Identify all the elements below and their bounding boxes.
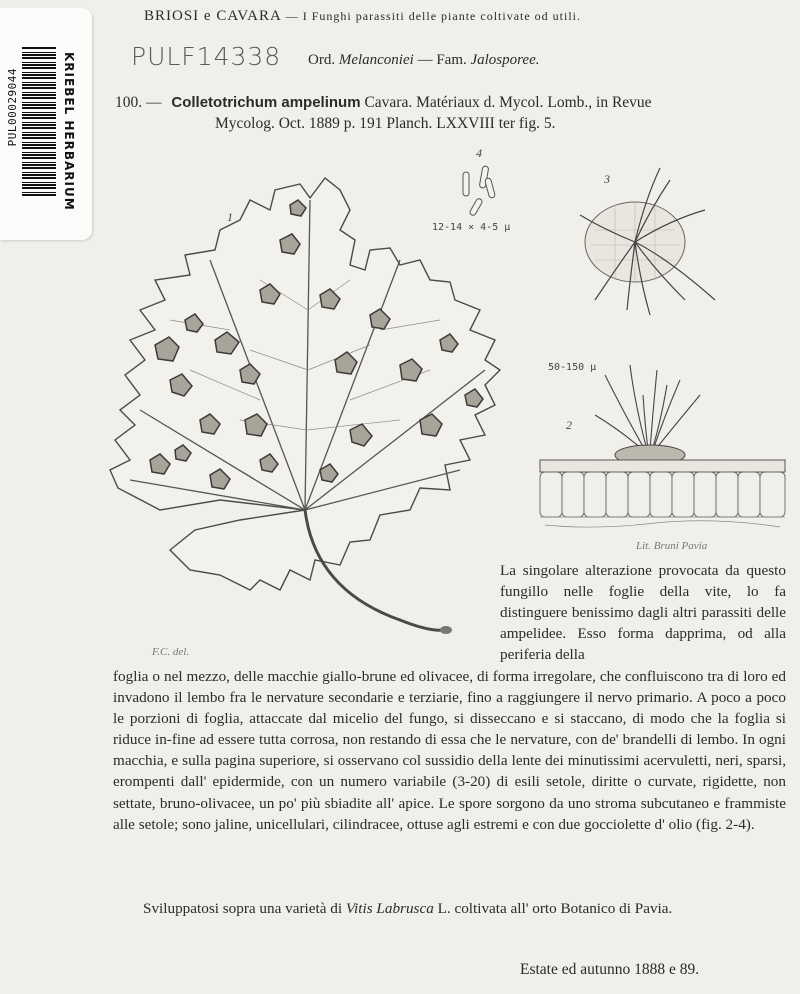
authors: BRIOSI e CAVARA: [144, 8, 281, 24]
citation-line-1: Cavara. Matériaux d. Mycol. Lomb., in Revue: [364, 94, 652, 111]
herbarium-label: [0, 8, 92, 240]
series-title: — I Funghi parassiti delle piante coltivate od utili.: [285, 9, 582, 23]
leaf-illustration: [100, 170, 510, 650]
artist-credit: F.C. del.: [152, 646, 190, 658]
family-name: Jalosporee.: [470, 52, 540, 68]
barcode-number: PUL00029044: [6, 68, 19, 147]
lithographer-credit: Lit. Bruni Pavia: [636, 540, 708, 552]
description-para-2: Sviluppatosi sopra una varietà di Vitis Labrusca L. coltivata all' orto Botanico di Pavia.: [143, 900, 673, 917]
spores-illustration: [455, 160, 525, 220]
figure-3-label: 3: [604, 172, 610, 186]
herbarium-name: KRIEBEL HERBARIUM: [62, 52, 76, 211]
figure-2-label: 2: [566, 418, 572, 432]
handwritten-accession: PULF14338: [131, 42, 282, 71]
species-entry: [115, 92, 795, 134]
species-name: Colletotrichum ampelinum: [171, 94, 361, 111]
collection-date: Estate ed autunno 1888 e 89.: [520, 961, 700, 978]
description-para-1-rest: foglia o nel mezzo, delle macchie giallo-brune ed olivacee, di forma irregolare, che confluiscono tra di loro ed invadono il lembo fra le nervature secondarie e terziarie, fino a raggiungere il nervo primario. A poco a poco le porzioni di foglia, attaccate dal micelio del fungo, si disseccano e si staccano, di modo che la foglia si riduce in-fine ad essere tutta corrosa, non restando di essa che le nervature, con de' brandelli di lembo. In ogni macchia, e sulla pagina superiore, si osservano col sussidio della lente dei minutissimi acervuletti, neri, sparsi, erompenti dall' epidermide, con un numero variabile (3-20) di esili setole, diritte o curvate, rigidette, non settate, bruno-olivacee, un po' più sbiadite all' apice. Le spore sorgono da uno stroma subcutaneo e frammiste alle setole; sono jaline, unicellulari, cilindracee, ottuse agli estremi e con due gocciolette d' olio (fig. 2-4).: [113, 668, 786, 833]
figure-4-label: 4: [476, 146, 482, 160]
cross-section-illustration: [535, 355, 790, 550]
acervulus-illustration: [575, 160, 725, 320]
entry-number: 100. —: [115, 94, 162, 111]
host-name: Vitis Labrusca: [345, 900, 434, 917]
classification: Ord. Melanconiei — Fam. Jalosporee.: [308, 52, 540, 68]
barcode: [22, 46, 56, 196]
description-para-1-start: La singolare alterazione provocata da questo fungillo nelle foglie della vite, lo fa distinguere benissimo dagli altri parassiti delle ampelidee. Esso forma dapprima, od alla periferia della: [500, 562, 786, 664]
order-name: Melanconiei: [338, 52, 414, 68]
citation-line-2: Mycolog. Oct. 1889 p. 191 Planch. LXXVIII ter fig. 5.: [215, 115, 556, 132]
page-header: [144, 8, 784, 25]
leaf-blade: [110, 178, 500, 590]
spore-measurement: 12-14 × 4-5 µ: [432, 222, 511, 233]
setae-measurement: 50-150 µ: [548, 362, 597, 373]
figure-1-label: 1: [227, 210, 233, 224]
